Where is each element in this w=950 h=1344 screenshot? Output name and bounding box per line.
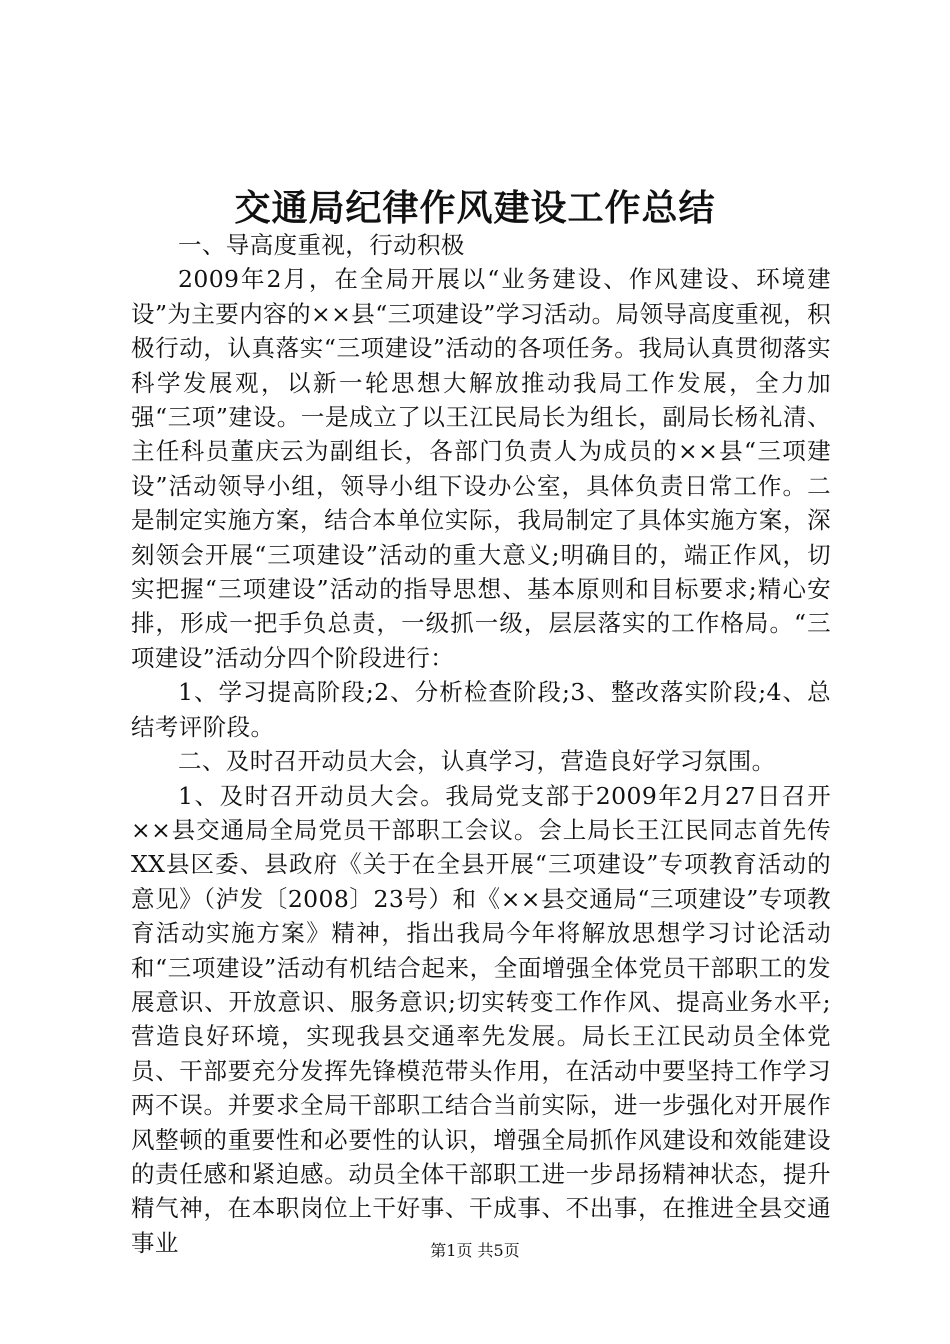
section-heading-1: 一、导高度重视，行动积极	[178, 231, 465, 259]
body-paragraph-1: 2009年2月，在全局开展以“业务建设、作风建设、环境建设”为主要内容的××县“三项建设”学习活动。局领导高度重视，积极行动，认真落实“三项建设”活动的各项任务。我局认真贯彻落实科学发展观，以新一轮思想大解放推动我局工作发展，全力加强“三项”建设。一是成立了以王江民局长为组长，副局长杨礼清、主任科员董庆云为副组长，各部门负责人为成员的××县“三项建设”活动领导小组，领导小组下设办公室，具体负责日常工作。二是制定实施方案，结合本单位实际，我局制定了具体实施方案，深刻领会开展“三项建设”活动的重大意义;明确目的，端正作风，切实把握“三项建设”活动的指导思想、基本原则和目标要求;精心安排，形成一把手负总责，一级抓一级，层层落实的工作格局。“三项建设”活动分四个阶段进行：	[131, 265, 831, 672]
page-number-footer: 第1页 共5页	[430, 1241, 520, 1260]
document-title: 交通局纪律作风建设工作总结	[234, 187, 716, 229]
body-paragraph-3: 1、及时召开动员大会。我局党支部于2009年2月27日召开××县交通局全局党员干部职工会议。会上局长王江民同志首先传XX县区委、县政府《关于在全县开展“三项建设”专项教育活动的意见》（泸发〔2008〕23号）和《××县交通局“三项建设”专项教育活动实施方案》精神，指出我局今年将解放思想学习讨论活动和“三项建设”活动有机结合起来，全面增强全体党员干部职工的发展意识、开放意识、服务意识;切实转变工作作风、提高业务水平;营造良好环境，实现我县交通率先发展。局长王江民动员全体党员、干部要充分发挥先锋模范带头作用，在活动中要坚持工作学习两不误。并要求全局干部职工结合当前实际，进一步强化对开展作风整顿的重要性和必要性的认识，增强全局抓作风建设和效能建设的责任感和紧迫感。动员全体干部职工进一步昂扬精神状态，提升精气神，在本职岗位上干好事、干成事、不出事，在推进全县交通事业	[131, 781, 831, 1257]
document-body	[131, 228, 831, 1260]
body-paragraph-2: 1、学习提高阶段;2、分析检查阶段;3、整改落实阶段;4、总结考评阶段。	[131, 678, 831, 741]
section-heading-2: 二、及时召开动员大会，认真学习，营造良好学习氛围。	[178, 747, 776, 776]
